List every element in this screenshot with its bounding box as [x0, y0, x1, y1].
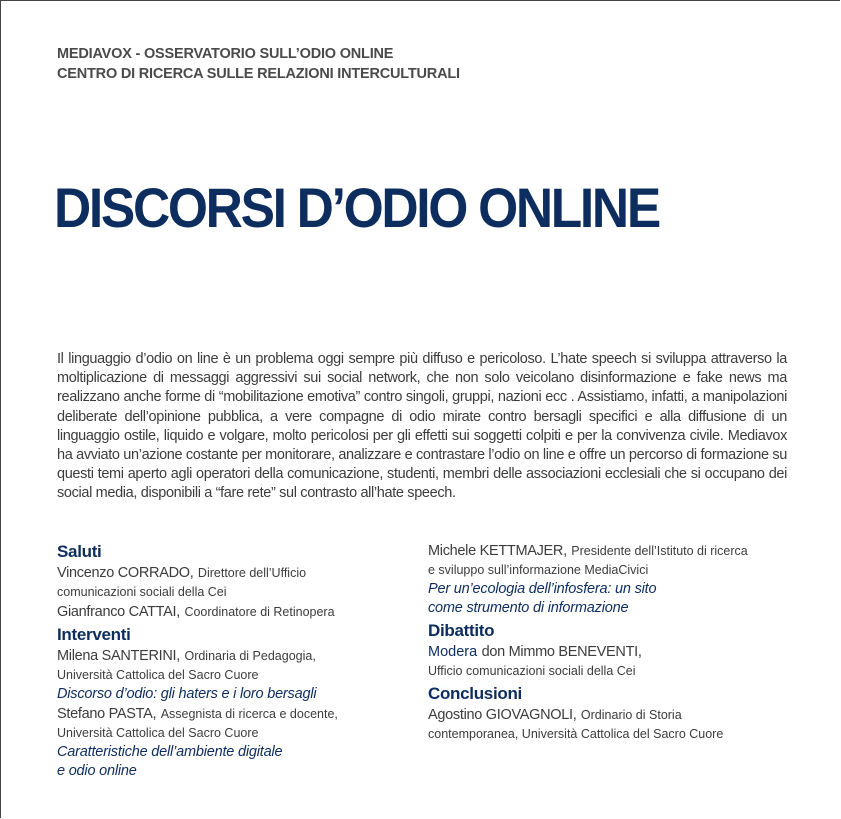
org-line-2: CENTRO DI RICERCA SULLE RELAZIONI INTERCULTURALI: [57, 66, 460, 82]
talk-title: Caratteristiche dell’ambiente digitale: [57, 744, 283, 760]
speaker-role: Assegnista di ricerca e docente,: [160, 707, 338, 721]
moderator-role: Ufficio comunicazioni sociali della Cei: [428, 664, 636, 678]
speaker-role-cont: e sviluppo sull’informazione MediaCivici: [428, 563, 649, 577]
speaker-role: Coordinatore di Retinopera: [184, 605, 335, 619]
interventi-heading: Interventi: [57, 625, 131, 644]
speaker-role: Ordinaria di Pedagogia,: [184, 649, 316, 663]
speaker-role-cont: comunicazioni sociali della Cei: [57, 585, 227, 599]
speaker-name: Stefano PASTA,: [57, 706, 157, 722]
conclusioni-heading: Conclusioni: [428, 684, 522, 703]
speaker-santerini: [57, 646, 397, 666]
speaker-giovagnoli: [428, 705, 798, 725]
speaker-role-cont: contemporanea, Università Cattolica del Sacro Cuore: [428, 727, 724, 741]
speaker-name: Milena SANTERINI,: [57, 648, 181, 664]
speaker-role: Presidente dell’Istituto di ricerca: [571, 544, 748, 558]
speaker-role-cont: Università Cattolica del Sacro Cuore: [57, 726, 259, 740]
speaker-role: Ordinario di Storia: [580, 708, 682, 722]
program-right-column: [428, 541, 798, 744]
moderator-label: Modera: [428, 644, 478, 660]
talk-title-cont: e odio online: [57, 763, 137, 779]
page-title: DISCORSI D’ODIO ONLINE: [54, 176, 659, 239]
moderator-name: don Mimmo BENEVENTI,: [481, 644, 642, 660]
saluti-heading: Saluti: [57, 542, 102, 561]
speaker-pasta: [57, 704, 397, 724]
talk-title: Per un’ecologia dell’infosfera: un sito: [428, 581, 657, 597]
speaker-name: Agostino GIOVAGNOLI,: [428, 707, 577, 723]
organization-header: [57, 44, 460, 84]
speaker-kettmajer: [428, 541, 798, 561]
speaker-name: Michele KETTMAJER,: [428, 543, 567, 559]
speaker-name: Gianfranco CATTAI,: [57, 604, 180, 620]
speaker-name: Vincenzo CORRADO,: [57, 565, 194, 581]
speaker-cattai: [57, 602, 397, 622]
speaker-corrado: [57, 563, 397, 583]
speaker-role-cont: Università Cattolica del Sacro Cuore: [57, 668, 259, 682]
intro-paragraph: Il linguaggio d’odio on line è un problema oggi sempre più diffuso e pericoloso. L’hate speech si sviluppa attraverso la moltiplicazione di messaggi aggressivi sui social network, che non solo veicolano disinformazione e fake news ma realizzano anche forme di “mobilitazione emotiva” contro singoli, gruppi, nazioni ecc . Assistiamo, infatti, a manipolazioni deliberate dell’opinione pubblica, a vere compagne di odio mirate contro bersagli specifici e alla diffusione di un linguaggio ostile, liquido e volgare, molto pericolosi per gli effetti sui soggetti colpiti e per la convivenza civile. Mediavox ha avviato un’azione costante per monitorare, analizzare e contrastare l’odio on line e offre un percorso di formazione su questi temi aperto agli operatori della comunicazione, studenti, membri delle associazioni ecclesiali che si occupano dei social media, disponibili a “fare rete” sul contrasto all’hate speech.: [57, 351, 788, 502]
talk-title-cont: come strumento di informazione: [428, 600, 629, 616]
speaker-role: Direttore dell’Ufficio: [197, 566, 307, 580]
talk-title: Discorso d’odio: gli haters e i loro bersagli: [57, 686, 317, 702]
org-line-1: MEDIAVOX - OSSERVATORIO SULL’ODIO ONLINE: [57, 46, 394, 62]
dibattito-heading: Dibattito: [428, 621, 495, 640]
moderator: [428, 642, 798, 662]
program-left-column: [57, 541, 397, 781]
